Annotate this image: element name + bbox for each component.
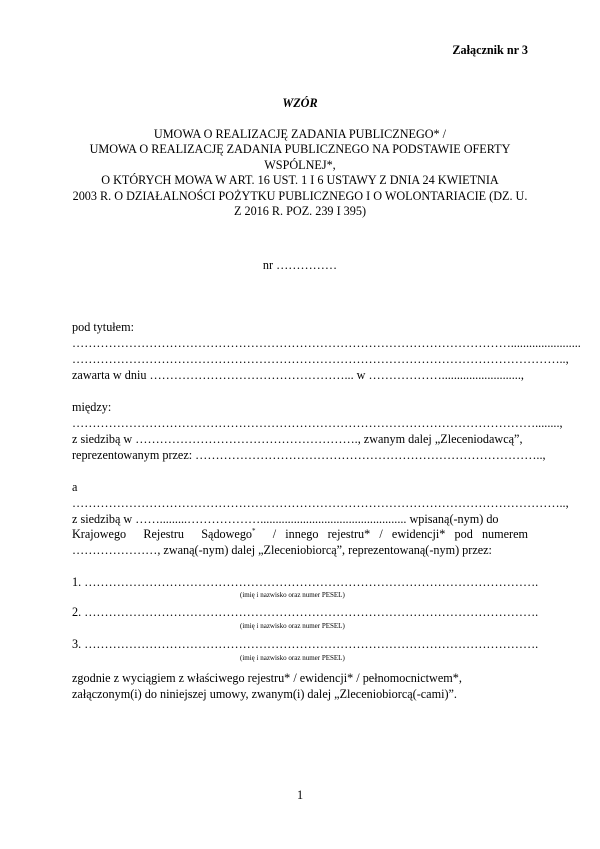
miedzy-label: między: (72, 400, 112, 414)
concluded-date-place: zawarta w dniu …………………………………………... w ……………….........................., (72, 368, 524, 382)
and-label: a (72, 480, 78, 494)
krs-word: Krajowego (72, 527, 127, 541)
contractor-representative: …………………, zwaną(-nym) dalej „Zleceniobiorcą”, reprezentowaną(-nym) przez: (72, 543, 492, 557)
title-line: 2003 R. O DZIAŁALNOŚCI POŻYTKU PUBLICZNEGO I O WOLONTARIACIE (DZ. U. (72, 189, 528, 203)
principal-seat: z siedzibą w ………………………………………………., zwanym dalej „Zleceniodawcą”, (72, 432, 523, 446)
title-fill-line: ………………………………………………………………………………………………....................... (72, 336, 581, 350)
person-line-1: 1. …………………………………………………………………………………………………. (72, 575, 539, 589)
person-caption: (imię i nazwisko oraz numer PESEL) (240, 654, 345, 662)
title-line: UMOWA O REALIZACJĘ ZADANIA PUBLICZNEGO NA PODSTAWIE OFERTY (89, 142, 511, 156)
annex-label: Załącznik nr 3 (452, 43, 528, 57)
person-caption: (imię i nazwisko oraz numer PESEL) (240, 622, 345, 630)
contractor-fill-line: ………………………………………………………………………………………………………….., (72, 496, 569, 510)
person-caption: (imię i nazwisko oraz numer PESEL) (240, 591, 345, 599)
register-extract-line: zgodnie z wyciągiem z właściwego rejestru* / ewidencji* / pełnomocnictwem*, (72, 671, 462, 685)
page-number: 1 (296, 788, 304, 802)
title-line: Z 2016 R. POZ. 239 I 395) (233, 204, 367, 218)
pod-tytulem-label: pod tytułem: (72, 320, 134, 334)
person-line-2: 2. …………………………………………………………………………………………………. (72, 605, 539, 619)
title-line: WSPÓLNEJ*, (264, 158, 336, 172)
title-line: O KTÓRYCH MOWA W ART. 16 UST. 1 I 6 USTAWY Z DNIA 24 KWIETNIA (101, 173, 499, 187)
principal-representative: reprezentowanym przez: ………………………………………………………………………….., (72, 448, 546, 462)
person-line-3: 3. …………………………………………………………………………………………………. (72, 637, 539, 651)
footnote-star: * (252, 527, 256, 535)
register-line (72, 527, 528, 542)
principal-fill-line: ……………………………………………………………………………………………………........, (72, 416, 563, 430)
krs-word: Rejestru (143, 527, 185, 541)
agreement-number: nr …………… (262, 258, 338, 272)
contractor-seat: z siedzibą w …….........………………................................................ wpisaną(-nym) do (72, 512, 499, 526)
register-rest: / innego rejestru* / ewidencji* pod numerem (272, 527, 528, 541)
attachment-line: załączonym(i) do niniejszej umowy, zwanym(i) dalej „Zleceniobiorcą(-cami)”. (72, 687, 457, 701)
krs-word: Sądowego* (201, 527, 256, 542)
title-fill-line: ………………………………………………………………………………………………………….., (72, 352, 569, 366)
title-line: UMOWA O REALIZACJĘ ZADANIA PUBLICZNEGO* / (153, 127, 447, 141)
template-label: WZÓR (282, 96, 318, 110)
